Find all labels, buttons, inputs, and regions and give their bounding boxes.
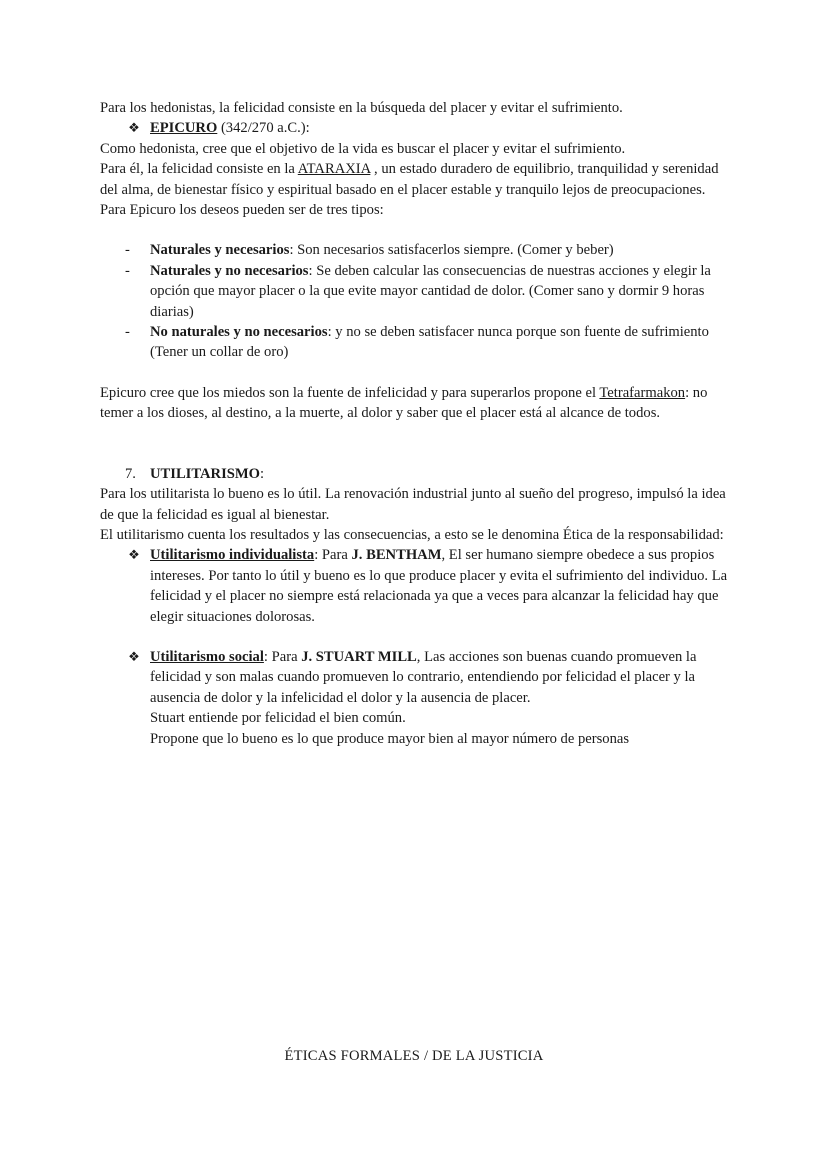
social-line3: Propone que lo bueno es lo que produce mayor bien al mayor número de personas	[150, 730, 630, 747]
miedos-paragraph	[100, 383, 730, 424]
desire-term: Naturales y necesarios	[150, 242, 290, 259]
section-title: UTILITARISMO	[150, 465, 261, 482]
desire-term: No naturales y no necesarios	[150, 324, 328, 341]
epicuro-heading	[100, 118, 730, 138]
social-text: , Las acciones son buenas cuando promueven la felicidad y son malas cuando promueven lo contrario, entendiendo por felicidad el placer y la ausencia de dolor y la infelicidad el dolor y la ausencia de placer.	[150, 648, 697, 706]
individualista-item	[100, 545, 730, 627]
social-term: Utilitarismo social	[150, 648, 264, 665]
dash-bullet: -	[125, 324, 130, 341]
epicuro-line2	[100, 159, 730, 200]
epicuro-line2-pre: Para él, la felicidad consiste en la	[100, 161, 298, 178]
individualista-term: Utilitarismo individualista	[150, 547, 315, 564]
individualista-mid: : Para	[314, 547, 352, 564]
ataraxia-term: ATARAXIA	[297, 161, 371, 178]
list-item	[100, 322, 730, 363]
miedos-pre: Epicuro cree que los miedos son la fuente de infelicidad y para superarlos propone el	[100, 384, 600, 401]
utilitarismo-p2: El utilitarismo cuenta los resultados y las consecuencias, a esto se le denomina Ética de la responsabilidad:	[100, 526, 724, 543]
epicuro-dates: (342/270 a.C.):	[217, 120, 310, 137]
utilitarismo-heading	[100, 464, 730, 484]
tetrafarmakon-term: Tetrafarmakon	[599, 384, 686, 401]
mill-name: J. STUART MILL	[301, 648, 417, 665]
list-item	[100, 261, 730, 322]
document-body	[100, 98, 730, 749]
social-item	[100, 647, 730, 749]
diamond-bullet-icon: ❖	[128, 648, 140, 664]
miedos-post: : no temer a los dioses, al destino, a la muerte, al dolor y saber que el placer está al alcance de todos.	[100, 384, 708, 422]
social-mid: : Para	[263, 648, 302, 665]
bentham-name: J. BENTHAM	[351, 547, 442, 564]
page-footer: ÉTICAS FORMALES / DE LA JUSTICIA	[284, 1048, 544, 1064]
social-line2: Stuart entiende por felicidad el bien común.	[150, 710, 406, 727]
dash-bullet: -	[125, 242, 130, 259]
section-number: 7.	[125, 465, 136, 482]
desire-text: : Son necesarios satisfacerlos siempre. (Comer y beber)	[289, 242, 614, 259]
section-title-colon: :	[260, 465, 265, 482]
epicuro-line3: Para Epicuro los deseos pueden ser de tres tipos:	[100, 202, 384, 219]
diamond-bullet-icon: ❖	[128, 120, 140, 136]
individualista-text: , El ser humano siempre obedece a sus propios intereses. Por tanto lo útil y bueno es lo que produce placer y evita el sufrimiento del individuo. La felicidad y el placer no siempre está relacionada ya que a veces para alcanzar la felicidad hay que elegir situaciones dolorosas.	[150, 547, 728, 625]
dash-bullet: -	[125, 262, 130, 279]
desires-list	[100, 240, 730, 362]
epicuro-line2-post: , un estado duradero de equilibrio, tranquilidad y serenidad del alma, de bienestar físico y espiritual basado en el placer estable y tranquilo lejos de preocupaciones.	[100, 161, 719, 198]
desire-term: Naturales y no necesarios	[150, 262, 309, 279]
intro-paragraph: Para los hedonistas, la felicidad consiste en la búsqueda del placer y evitar el sufrimiento.	[100, 100, 623, 116]
diamond-bullet-icon: ❖	[128, 547, 140, 563]
desire-text: : y no se deben satisfacer nunca porque son fuente de sufrimiento (Tener un collar de oro)	[150, 324, 709, 361]
epicuro-line1: Como hedonista, cree que el objetivo de la vida es buscar el placer y evitar el sufrimiento.	[100, 140, 626, 157]
desire-text: : Se deben calcular las consecuencias de nuestras acciones y elegir la opción que mayor placer o la que evite mayor cantidad de dolor. (Comer sano y dormir 9 horas diarias)	[150, 262, 711, 320]
epicuro-name: EPICURO	[150, 120, 218, 137]
list-item	[100, 240, 730, 260]
utilitarismo-p1: Para los utilitarista lo bueno es lo útil. La renovación industrial junto al sueño del progreso, impulsó la idea de que la felicidad es igual al bienestar.	[100, 486, 726, 523]
